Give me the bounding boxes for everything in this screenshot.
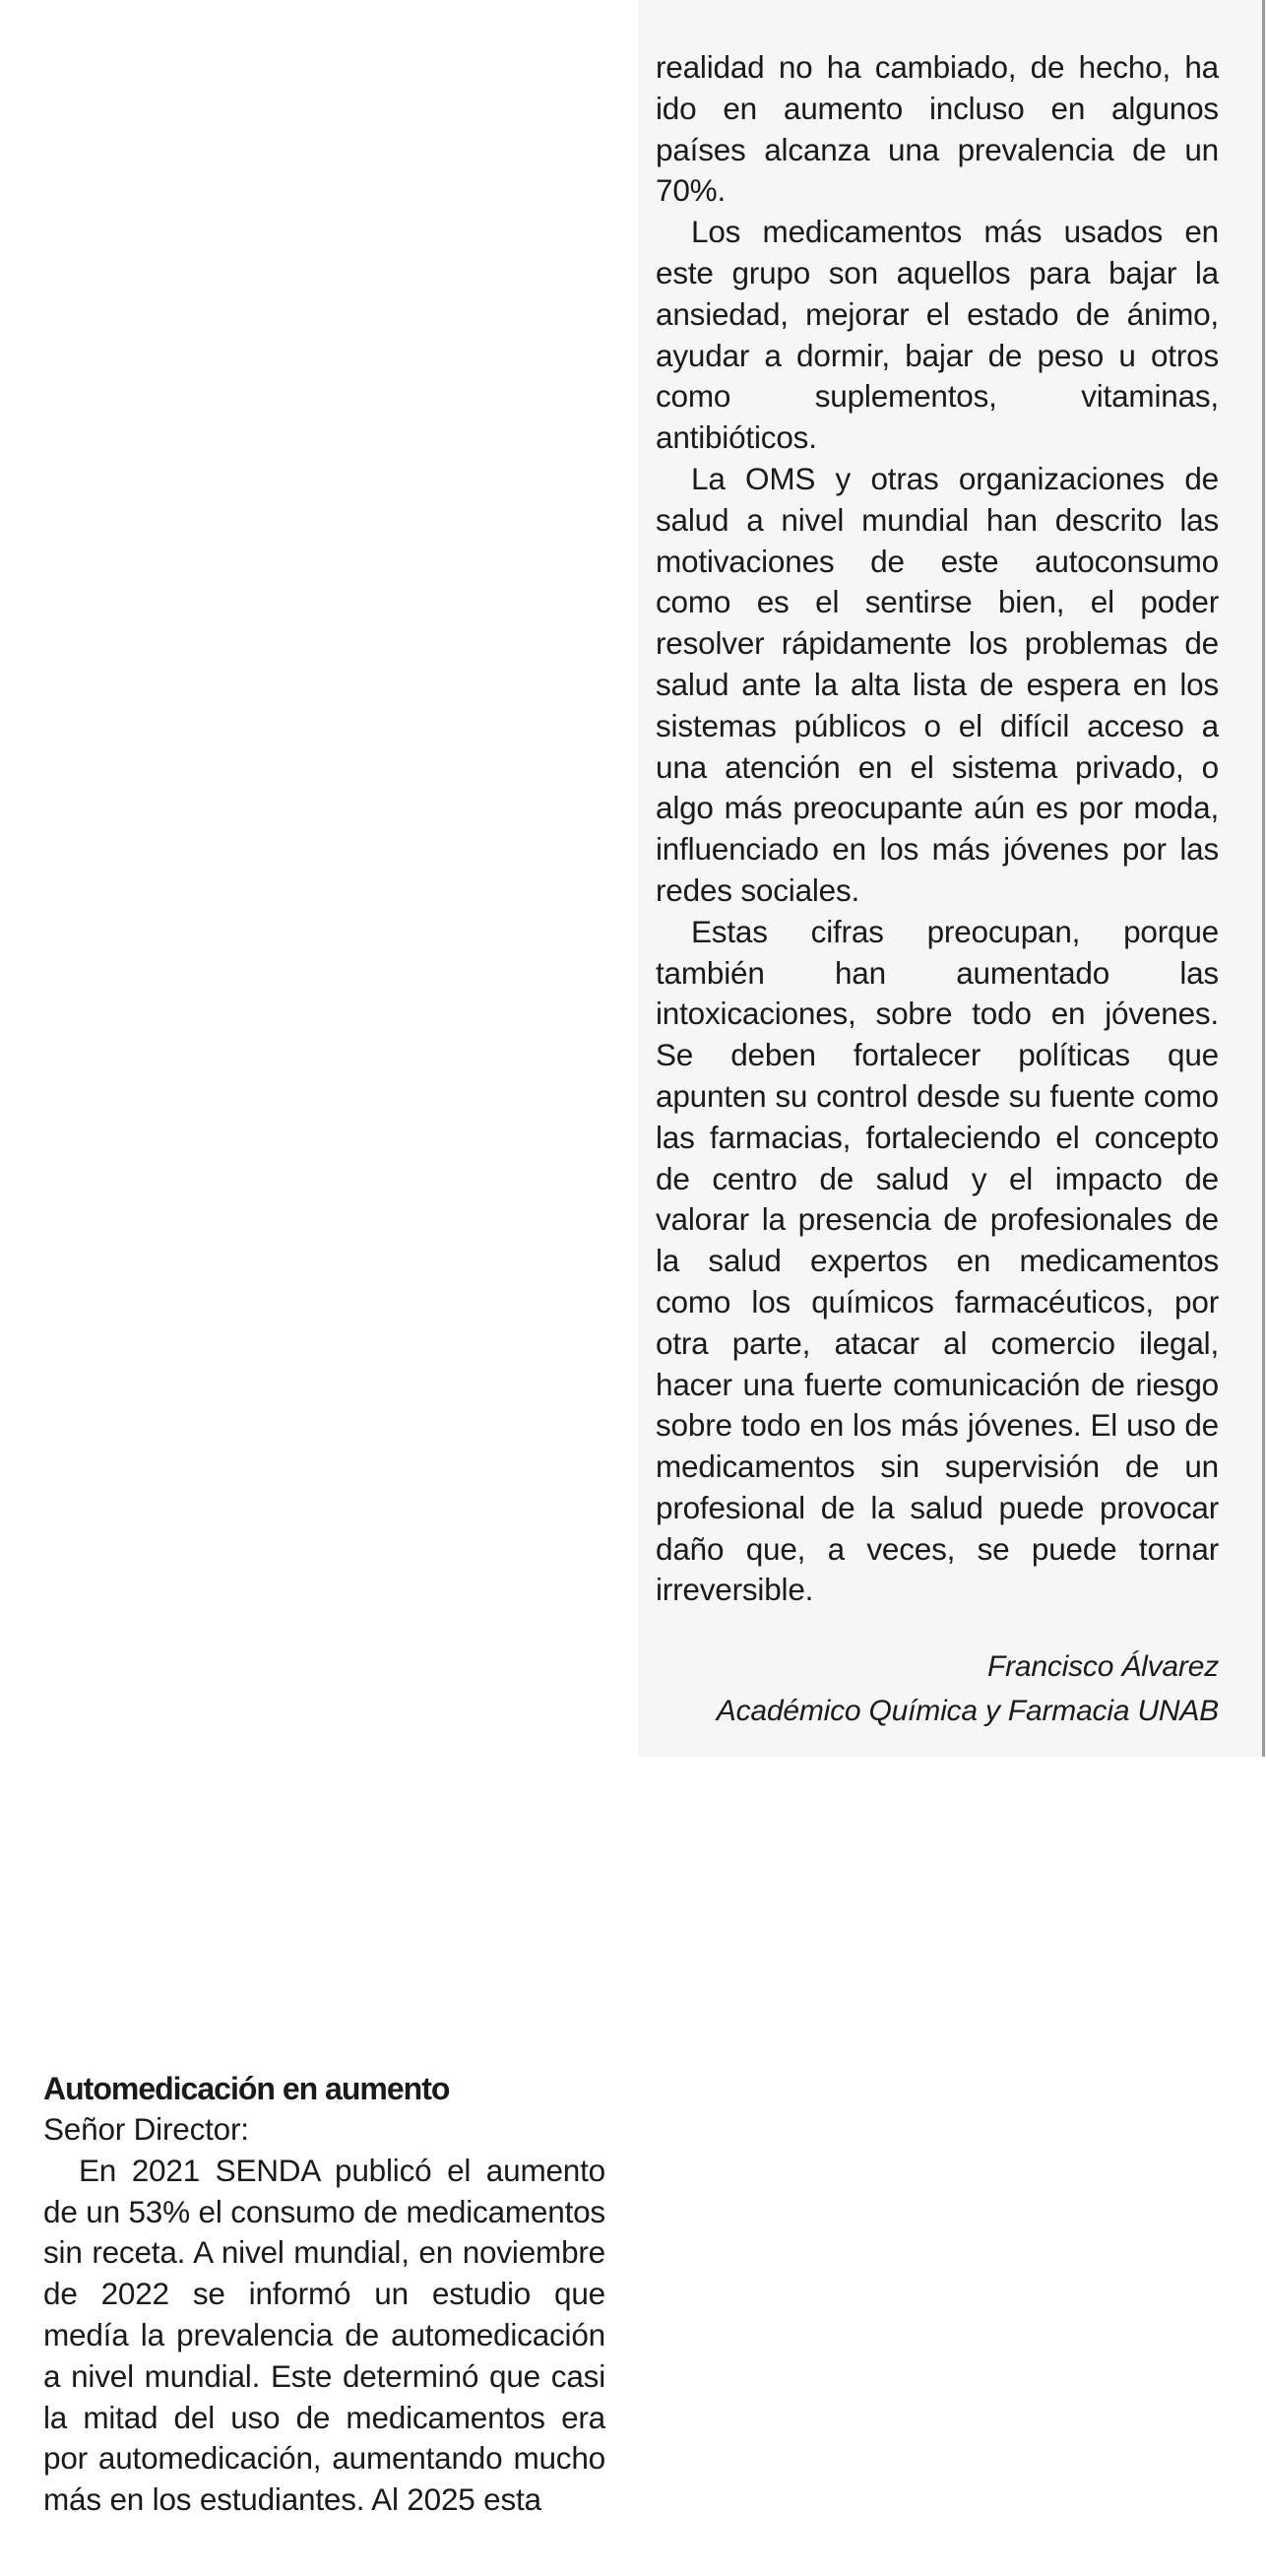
letter-headline: Automedicación en aumento	[43, 2071, 450, 2106]
author-name: Francisco Álvarez	[986, 1650, 1219, 1684]
body-paragraph: La OMS y otras organizaciones de salud a nivel mundial han descrito las motivaciones de este autoconsumo como es el sentirse bien, el poder resolver rápidamente los problemas de salud ante la alta lista de espera en los sistemas públicos o el difícil acceso a una atención en el sistema privado, o algo más preocupante aún es por moda, influenciado en los más jóvenes por las redes sociales.	[656, 460, 1219, 908]
column-divider	[1262, 0, 1265, 1757]
letter-continuation-column	[656, 47, 1219, 1733]
letter-signature	[656, 1644, 1219, 1733]
author-title: Académico Química y Farmacia UNAB	[716, 1695, 1219, 1728]
body-paragraph: Los medicamentos más usados en este grupo son aquellos para bajar la ansiedad, mejorar el estado de ánimo, ayudar a dormir, bajar de peso u otros como suplementos, vitaminas, antibióticos.	[656, 214, 1219, 456]
body-paragraph: realidad no ha cambiado, de hecho, ha ido en aumento incluso en algunos países alcanza una prevalencia de un 70%.	[656, 49, 1219, 209]
letter-salutation: Señor Director:	[43, 2111, 249, 2147]
body-paragraph: En 2021 SENDA publicó el aumento de un 53% el consumo de medicamentos sin receta. A nivel mundial, en noviembre de 2022 se informó un estudio que medía la prevalencia de automedicación a nivel mundial. Este determinó que casi la mitad del uso de medicamentos era por automedicación, aumentando mucho más en los estudiantes. Al 2025 esta	[43, 2152, 605, 2518]
letter-start-column	[43, 2068, 605, 2521]
body-paragraph: Estas cifras preocupan, porque también han aumentado las intoxicaciones, sobre todo en jóvenes. Se deben fortalecer políticas que apunten su control desde su fuente como las farmacias, fortaleciendo el concepto de centro de salud y el impacto de valorar la presencia de profesionales de la salud expertos en medicamentos como los químicos farmacéuticos, por otra parte, atacar al comercio ilegal, hacer una fuerte comunicación de riesgo sobre todo en los más jóvenes. El uso de medicamentos sin supervisión de un profesional de la salud puede provocar daño que, a veces, se puede tornar irreversible.	[656, 913, 1219, 1608]
